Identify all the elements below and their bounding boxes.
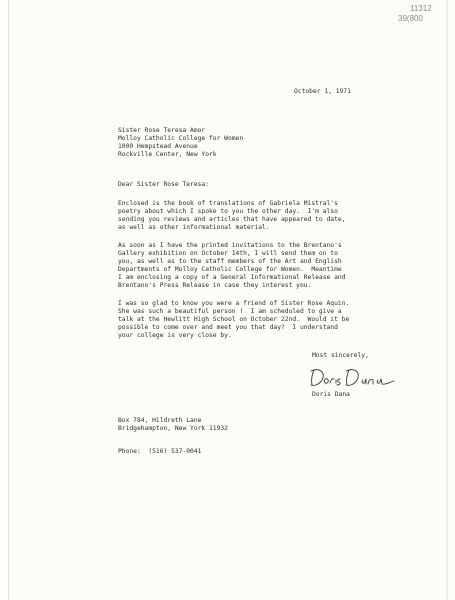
signature-name: Doris Dana — [312, 391, 350, 398]
salutation: Dear Sister Rose Teresa: — [118, 181, 209, 188]
paragraph-line: Brentano's Press Release in case they interest you. — [118, 282, 312, 289]
paragraph-line: possible to come over and meet you that day? I understand — [118, 324, 338, 331]
paragraph-line: Departments of Molloy Catholic College for Women. Meantime — [118, 266, 342, 273]
paragraph-line: poetry about which I spoke to you the other day. I'm also — [118, 208, 338, 215]
paragraph-line: Gallery exhibition on October 14th, I will send them on to — [118, 250, 338, 257]
sender-address-line-1: Box 784, Hildreth Lane — [118, 417, 202, 424]
paragraph-line: I am enclosing a copy of a General Informational Release and — [118, 274, 346, 281]
recipient-name: Sister Rose Teresa Amor — [118, 127, 206, 134]
paragraph-line: as well as other informational material. — [118, 224, 270, 231]
letter-date: October 1, 1971 — [294, 88, 351, 95]
sender-address-line-2: Bridgehampton, New York 11932 — [118, 425, 228, 432]
page-left-edge — [8, 0, 9, 600]
recipient-street: 1000 Hempstead Avenue — [118, 143, 198, 150]
sender-phone: Phone: (516) 537-0041 — [118, 448, 202, 455]
archive-mark-top: 11312 — [410, 4, 432, 13]
paragraph-line: Enclosed is the book of translations of Gabriela Mistral's — [118, 200, 338, 207]
page-right-edge — [446, 0, 448, 600]
paragraph-line: you, as well as to the staff members of the Art and English — [118, 258, 342, 265]
handwritten-signature — [306, 364, 398, 390]
paragraph-line: As soon as I have the printed invitations to the Brentano's — [118, 242, 342, 249]
paragraph-line: sending you reviews and articles that have appeared to date, — [118, 216, 346, 223]
paragraph-line: your college is very close by. — [118, 332, 232, 339]
recipient-city: Rockville Center, New York — [118, 151, 217, 158]
paragraph-line: I was so glad to know you were a friend of Sister Rose Aquin. — [118, 300, 350, 307]
paragraph-line: She was such a beautiful person ! I am scheduled to give a — [118, 308, 342, 315]
paragraph-line: talk at the Hewlitt High School on October 22nd. Would it be — [118, 316, 350, 323]
closing: Most sincerely, — [312, 352, 369, 359]
recipient-institution: Molloy Catholic College for Women — [118, 135, 244, 142]
archive-mark-bottom: 39(800 — [398, 14, 423, 23]
